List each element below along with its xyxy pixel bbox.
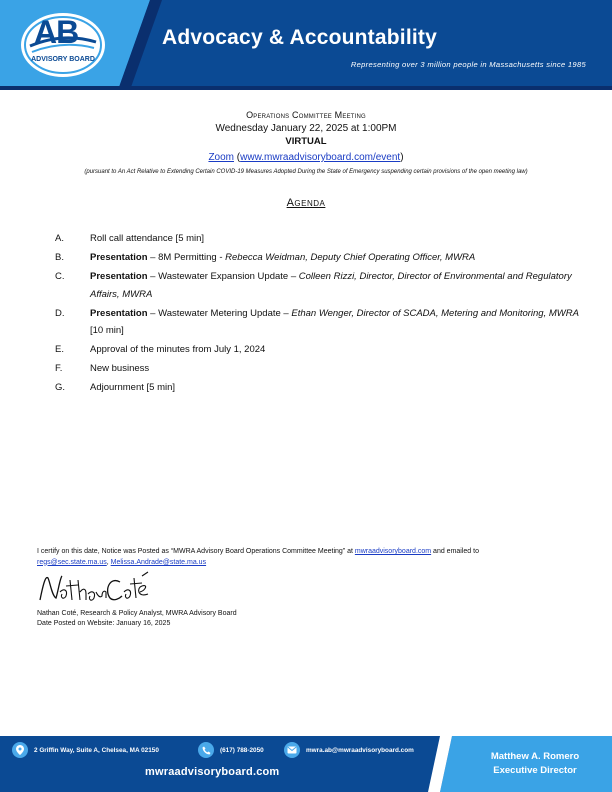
footer-website[interactable]: mwraadvisoryboard.com [145,766,280,778]
agenda-item-presenter: Colleen Rizzi, Director, Director of Environmental and Regulatory Affairs, MWRA [90,271,572,300]
site-link[interactable]: mwraadvisoryboard.com [354,548,432,555]
zoom-paren-close: ) [400,152,404,163]
certification-text [37,547,577,568]
agenda-letter: D. [55,307,65,319]
agenda-item [55,249,585,267]
cert-text-before: I certify on this date, Notice was Posted as “MWRA Advisory Board Operations Committee Meeting” at [37,548,355,555]
agenda-letter: E. [55,344,64,355]
agenda-item-type: Presentation [90,252,148,263]
agenda-list [55,230,585,398]
brand-tagline: Representing over 3 million people in Massachusetts since 1985 [350,60,586,69]
agenda-item-presenter: Rebecca Weidman, Deputy Chief Operating Officer, MWRA [225,252,476,263]
agenda-item-text: Approval of the minutes from July 1, 2024 [90,344,266,355]
director-block [470,750,600,778]
meeting-mode: VIRTUAL [285,136,327,147]
agenda-item [55,268,585,303]
event-url-link[interactable]: www.mwraadvisoryboard.com/event [240,152,401,163]
agenda-item-text: – Wastewater Expansion Update – [147,271,299,282]
agenda-item-text: Adjournment [5 min] [90,382,176,393]
agenda-text [90,249,585,267]
agenda-letter: C. [55,271,65,282]
cert-separator: , [106,558,111,566]
agenda-item-text: – Wastewater Metering Update – [147,307,292,319]
page-header [0,0,612,90]
agenda-letter: B. [55,252,64,263]
agenda-item [55,379,585,397]
location-pin-icon [12,742,28,758]
agenda-heading: Agenda [286,197,326,209]
email-link-regs[interactable]: regs@sec.state.ma.us [37,558,107,566]
agenda-item-text: Roll call attendance [5 min] [90,233,205,244]
zoom-line [0,152,612,163]
footer-email [284,742,414,758]
agenda-letter: A. [55,233,64,244]
logo-label: ADVISORY BOARD [31,56,95,63]
address-text: 2 Griffin Way, Suite A, Chelsea, MA 02150 [34,746,159,754]
agenda-text [90,230,585,248]
agenda-item-type: Presentation [90,307,148,319]
agenda-item [55,360,585,378]
date-posted: Date Posted on Website: January 16, 2025 [37,620,171,627]
phone-text[interactable]: (617) 788-2050 [220,746,264,754]
agenda-item-type: Presentation [90,271,148,282]
agenda-text [90,305,585,340]
logo-letters: AB [34,14,79,50]
agenda-item-text: – 8M Permitting - [147,252,226,263]
agenda-text [90,268,585,303]
agenda-text [90,360,585,378]
footer-phone [198,742,264,758]
agenda-item [55,305,585,340]
meeting-title: Operations Committee Meeting [246,110,366,120]
email-link-melissa[interactable]: Melissa.Andrade@state.ma.us [110,558,207,566]
meeting-date: Wednesday January 22, 2025 at 1:00PM [215,123,397,134]
zoom-link[interactable]: Zoom [208,152,235,163]
agenda-item [55,341,585,359]
director-name: Matthew A. Romero [490,751,580,762]
page-footer [0,736,612,792]
signer-name: Nathan Coté, Research & Policy Analyst, MWRA Advisory Board [37,610,237,617]
brand-title: Advocacy & Accountability [162,26,437,49]
agenda-item-presenter: Ethan Wenger, Director of SCADA, Metering and Monitoring, MWRA [291,307,579,319]
footer-address [12,742,159,758]
envelope-icon [284,742,300,758]
phone-icon [198,742,214,758]
agenda-letter: F. [55,363,63,374]
agenda-text [90,341,585,359]
agenda-item-text: New business [90,363,150,374]
zoom-paren-open: ( [236,152,241,163]
cert-text-middle: and emailed to [431,548,479,555]
legal-note: (pursuant to An Act Relative to Extending Certain COVID-19 Measures Adopted During the State of Emergency suspending certain provisions of the open meeting law) [84,169,528,175]
agenda-text [90,379,585,397]
agenda-letter: G. [55,382,66,393]
agenda-item [55,230,585,248]
email-text[interactable]: mwra.ab@mwraadvisoryboard.com [306,746,414,754]
handwritten-signature [36,570,156,606]
agenda-item-duration: [10 min] [90,325,124,336]
director-title: Executive Director [493,765,577,776]
